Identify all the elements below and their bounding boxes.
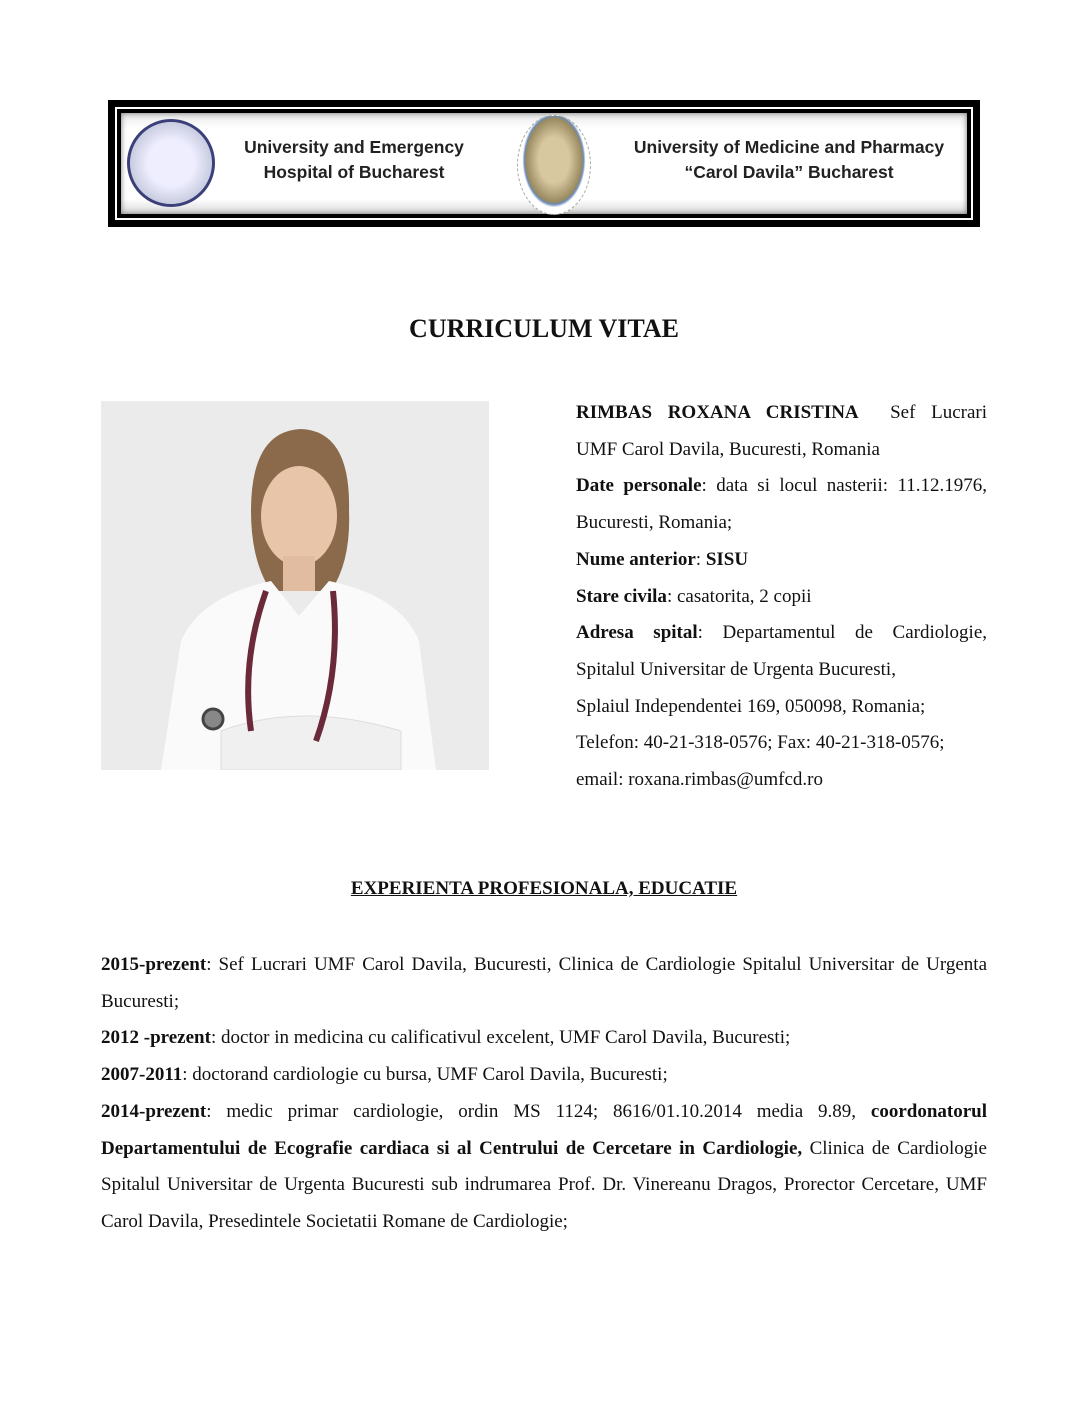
- experience-highlight: coordonatorul Departamentului de Ecografie cardiaca si al Centrului de Cercetare in Cardiologie,: [101, 1100, 987, 1159]
- hospital-name-line1: University and Emergency: [244, 137, 464, 157]
- university-name-line2: “Carol Davila” Bucharest: [684, 162, 894, 182]
- civil-label: Stare civila: [576, 585, 667, 607]
- document-title: CURRICULUM VITAE: [409, 314, 679, 343]
- header-banner: [108, 100, 980, 227]
- experience-text: : Sef Lucrari UMF Carol Davila, Bucuresti, Clinica de Cardiologie Spitalul Universitar de Urgenta Bucuresti;: [101, 954, 987, 1012]
- experience-years: 2007-2011: [101, 1064, 183, 1086]
- civil-text: : casatorita, 2 copii: [666, 585, 812, 607]
- birth-info: [576, 468, 987, 541]
- university-seal-logo: [517, 115, 591, 215]
- university-name: [609, 135, 969, 185]
- personal-info: [576, 395, 987, 799]
- former-name-sep: :: [695, 548, 706, 570]
- experience-item: [101, 947, 987, 1020]
- hospital-address: [576, 615, 987, 688]
- experience-list: [101, 947, 987, 1241]
- hospital-name: [229, 135, 479, 185]
- experience-text-tail: Clinica de Cardiologie Spitalul Universitar de Urgenta Bucuresti sub indrumarea Prof. Dr. Vinereanu Dragos, Prorector Cercetare, UMF Carol Davila, Presedintele Societatii Romane de Cardiologie;: [101, 1137, 987, 1232]
- former-name-value: SISU: [705, 548, 749, 570]
- hospital-seal-logo: [127, 119, 215, 207]
- experience-text: : medic primar cardiologie, ordin MS 1124; 8616/01.10.2014 media 9.89,: [206, 1100, 871, 1122]
- address-street: Splaiul Independentei 169, 050098, Romania;: [576, 695, 926, 717]
- address-label: Adresa spital: [576, 622, 698, 644]
- phone-fax: Telefon: 40-21-318-0576; Fax: 40-21-318-0576;: [576, 732, 945, 754]
- position: Sef Lucrari: [890, 402, 988, 423]
- experience-item: [101, 1094, 987, 1241]
- experience-item: [101, 1020, 987, 1057]
- experience-item: [101, 1057, 987, 1094]
- former-name-label: Nume anterior: [576, 548, 696, 570]
- experience-years: 2015-prezent: [101, 954, 207, 975]
- name-line: [576, 395, 987, 432]
- email: email: roxana.rimbas@umfcd.ro: [576, 769, 823, 791]
- experience-text: : doctor in medicina cu calificativul excelent, UMF Carol Davila, Bucuresti;: [210, 1027, 791, 1049]
- experience-text: : doctorand cardiologie cu bursa, UMF Carol Davila, Bucuresti;: [182, 1064, 668, 1086]
- birth-text: : data si locul nasterii: 11.12.1976, Bucuresti, Romania;: [576, 475, 987, 534]
- person-name: RIMBAS ROXANA CRISTINA: [576, 402, 859, 423]
- affiliation: UMF Carol Davila, Bucuresti, Romania: [576, 438, 880, 460]
- experience-years: 2012 -prezent: [101, 1027, 211, 1049]
- university-name-line1: University of Medicine and Pharmacy: [633, 137, 945, 157]
- section-title: EXPERIENTA PROFESIONALA, EDUCATIE: [350, 878, 738, 899]
- former-name: [576, 542, 987, 579]
- hospital-name-line2: Hospital of Bucharest: [263, 162, 445, 182]
- profile-photo: [101, 401, 489, 770]
- experience-years: 2014-prezent: [101, 1100, 207, 1122]
- address-text: : Departamentul de Cardiologie, Spitalul Universitar de Urgenta Bucuresti,: [576, 622, 987, 680]
- civil-status: [576, 579, 987, 616]
- birth-label: Date personale: [576, 475, 702, 497]
